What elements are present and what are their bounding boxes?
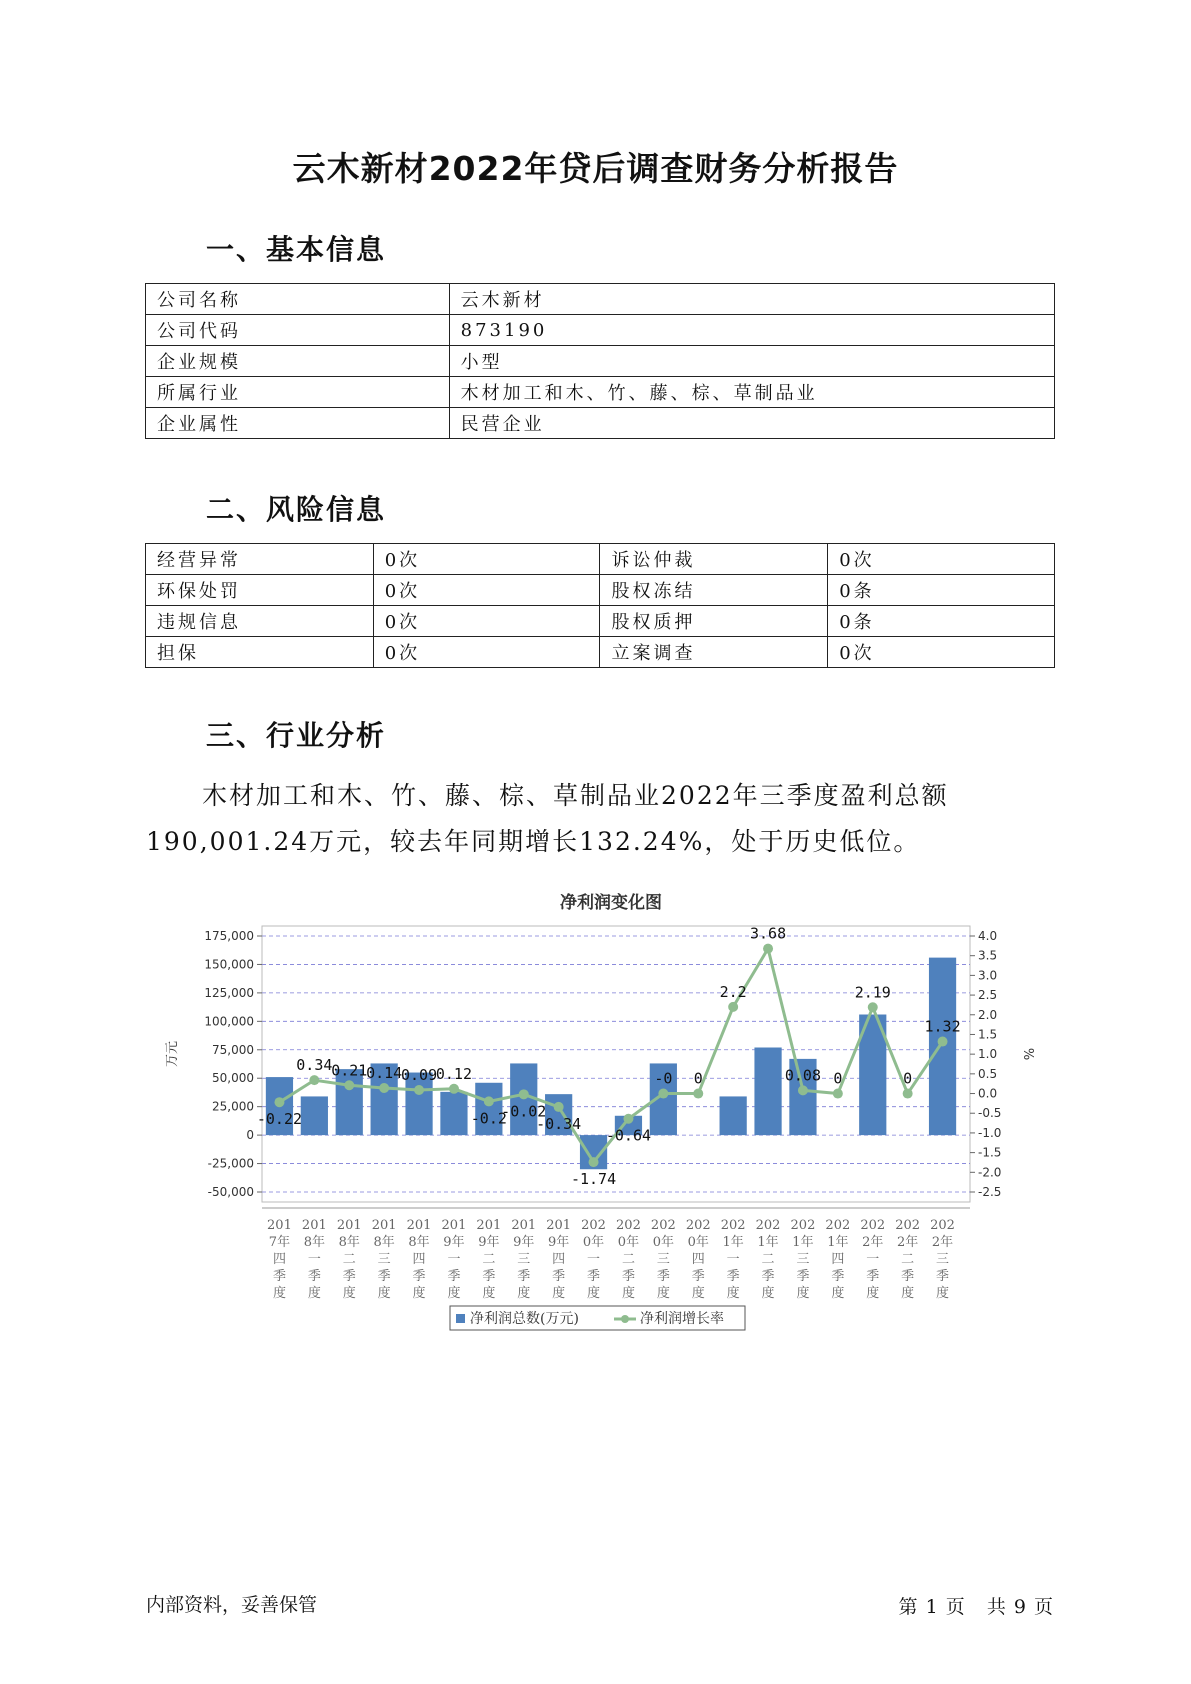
x-axis-tick-label: 202 <box>930 1218 955 1233</box>
x-axis-tick-label: 1年 <box>827 1235 849 1250</box>
left-axis-tick-label: 100,000 <box>204 1014 254 1029</box>
data-label: -0.2 <box>470 1109 507 1128</box>
x-axis-tick-label: 201 <box>336 1218 362 1233</box>
x-axis-tick-label: 度 <box>517 1286 531 1301</box>
basic-value: 云木新材 <box>449 284 1054 315</box>
basic-value: 木材加工和木、竹、藤、棕、草制品业 <box>449 377 1054 408</box>
data-label: 0.21 <box>331 1061 368 1080</box>
data-label: -0 <box>654 1069 673 1088</box>
x-axis-tick-label: 三 <box>796 1252 810 1267</box>
x-axis-tick-label: 四 <box>552 1252 566 1267</box>
x-axis-tick-label: 度 <box>726 1286 740 1301</box>
growth-rate-point <box>938 1037 948 1047</box>
x-axis-tick-label: 度 <box>831 1286 845 1301</box>
x-axis-tick-label: 9年 <box>513 1235 535 1250</box>
basic-value: 民营企业 <box>449 408 1054 439</box>
left-axis-tick-label: -25,000 <box>207 1156 254 1171</box>
left-axis-tick-label: 0 <box>246 1128 254 1143</box>
growth-rate-point <box>589 1157 599 1167</box>
x-axis-tick-label: 一 <box>866 1252 880 1267</box>
section-heading-industry: 三、行业分析 <box>206 719 387 752</box>
growth-rate-point <box>798 1085 808 1095</box>
right-axis-tick-label: -1.5 <box>978 1145 1002 1160</box>
x-axis-tick-label: 度 <box>796 1286 810 1301</box>
table-row <box>146 408 1055 439</box>
section-heading-risk: 二、风险信息 <box>206 493 387 526</box>
x-axis-tick-label: 202 <box>825 1218 851 1233</box>
basic-value: 小型 <box>449 346 1054 377</box>
table-row <box>146 575 1055 606</box>
left-axis-tick-label: 125,000 <box>204 985 254 1000</box>
x-axis-tick-label: 季 <box>831 1269 845 1284</box>
growth-rate-point <box>519 1089 529 1099</box>
x-axis-tick-label: 202 <box>895 1218 921 1233</box>
x-axis-tick-label: 8年 <box>408 1235 430 1250</box>
x-axis-tick-label: 度 <box>272 1286 286 1301</box>
data-label: 0.12 <box>435 1064 473 1083</box>
bar <box>440 1092 467 1135</box>
right-axis-tick-label: 3.0 <box>978 968 998 983</box>
data-label: 0.14 <box>366 1064 403 1083</box>
x-axis-tick-label: 季 <box>656 1269 670 1284</box>
x-axis-tick-label: 四 <box>691 1252 705 1267</box>
x-axis-tick-label: 1年 <box>757 1235 779 1250</box>
x-axis-tick-label: 三 <box>936 1252 950 1267</box>
risk-label: 股权冻结 <box>600 575 828 606</box>
x-axis-tick-label: 9年 <box>443 1235 465 1250</box>
x-axis-tick-label: 季 <box>936 1269 950 1284</box>
x-axis-tick-label: 201 <box>546 1218 572 1233</box>
x-axis-tick-label: 201 <box>406 1218 432 1233</box>
x-axis-tick-label: 季 <box>796 1269 810 1284</box>
data-label: 0 <box>833 1069 843 1088</box>
risk-label: 环保处罚 <box>146 575 374 606</box>
legend-swatch-bar <box>456 1314 465 1323</box>
basic-label: 公司代码 <box>146 315 450 346</box>
x-axis-tick-label: 202 <box>581 1218 606 1233</box>
right-axis-tick-label: 4.0 <box>978 929 998 943</box>
x-axis-tick-label: 季 <box>342 1269 356 1284</box>
x-axis-tick-label: 季 <box>307 1269 321 1284</box>
growth-rate-point <box>449 1084 459 1094</box>
x-axis-tick-label: 1年 <box>722 1235 744 1250</box>
data-label: 2.2 <box>719 982 747 1001</box>
right-axis-tick-label: 0.0 <box>978 1086 998 1101</box>
table-row <box>146 637 1055 668</box>
x-axis-tick-label: 202 <box>720 1218 746 1233</box>
x-axis-tick-label: 季 <box>587 1269 601 1284</box>
x-axis-tick-label: 二 <box>342 1252 356 1267</box>
bar <box>301 1096 328 1135</box>
risk-label: 担保 <box>146 637 374 668</box>
risk-label: 经营异常 <box>146 544 374 575</box>
x-axis-tick-label: 一 <box>447 1252 461 1267</box>
x-axis-tick-label: 度 <box>482 1286 496 1301</box>
x-axis-tick-label: 8年 <box>303 1235 325 1250</box>
x-axis-tick-label: 度 <box>307 1286 321 1301</box>
x-axis-tick-label: 2年 <box>862 1235 884 1250</box>
bar <box>754 1048 781 1136</box>
bar <box>720 1096 747 1135</box>
basic-label: 企业规模 <box>146 346 450 377</box>
table-row <box>146 346 1055 377</box>
x-axis-tick-label: 0年 <box>687 1235 709 1250</box>
x-axis-tick-label: 三 <box>517 1252 531 1267</box>
right-axis-tick-label: -0.5 <box>978 1106 1002 1121</box>
risk-value: 0次 <box>373 575 600 606</box>
growth-rate-point <box>484 1096 494 1106</box>
x-axis-tick-label: 四 <box>272 1252 286 1267</box>
growth-rate-point <box>658 1089 668 1099</box>
x-axis-tick-label: 季 <box>726 1269 740 1284</box>
table-row <box>146 284 1055 315</box>
x-axis-tick-label: 度 <box>342 1286 356 1301</box>
growth-rate-point <box>693 1089 703 1099</box>
footer-note: 内部资料，妥善保管 <box>146 1594 318 1616</box>
x-axis-tick-label: 季 <box>482 1269 496 1284</box>
chart-title: 净利润变化图 <box>560 893 662 913</box>
data-label: 0 <box>693 1069 703 1088</box>
right-axis-label: % <box>1020 1047 1035 1061</box>
x-axis-tick-label: 季 <box>412 1269 426 1284</box>
data-label: -0.64 <box>605 1126 652 1145</box>
x-axis-tick-label: 度 <box>447 1286 461 1301</box>
risk-value: 0次 <box>828 544 1055 575</box>
legend-swatch-point <box>621 1315 629 1323</box>
x-axis-tick-label: 季 <box>761 1269 775 1284</box>
x-axis-tick-label: 201 <box>267 1218 292 1233</box>
risk-value: 0条 <box>828 575 1055 606</box>
x-axis-tick-label: 度 <box>621 1286 635 1301</box>
x-axis-tick-label: 一 <box>726 1252 740 1267</box>
x-axis-tick-label: 度 <box>901 1286 915 1301</box>
risk-value: 0次 <box>828 637 1055 668</box>
x-axis-tick-label: 0年 <box>582 1235 605 1250</box>
x-axis-tick-label: 度 <box>412 1286 426 1301</box>
basic-value: 873190 <box>449 315 1054 346</box>
x-axis-tick-label: 9年 <box>548 1235 570 1250</box>
x-axis-tick-label: 202 <box>616 1218 641 1233</box>
chart-svg <box>160 886 1040 1346</box>
data-label: 0.08 <box>784 1066 822 1085</box>
right-axis-tick-label: -1.0 <box>978 1125 1002 1140</box>
x-axis-tick-label: 四 <box>412 1252 426 1267</box>
x-axis-tick-label: 度 <box>936 1286 950 1301</box>
growth-rate-point <box>344 1080 354 1090</box>
x-axis-tick-label: 季 <box>377 1269 391 1284</box>
paragraph-line: 木材加工和木、竹、藤、棕、草制品业2022年三季度盈利总额 <box>202 781 949 810</box>
x-axis-tick-label: 二 <box>901 1252 915 1267</box>
x-axis-tick-label: 度 <box>691 1286 705 1301</box>
data-label: 3.68 <box>749 924 787 943</box>
right-axis-tick-label: 3.5 <box>978 948 998 963</box>
x-axis-tick-label: 202 <box>650 1218 676 1233</box>
x-axis-tick-label: 201 <box>476 1218 502 1233</box>
growth-rate-point <box>833 1089 843 1099</box>
data-label: 0.34 <box>296 1056 333 1075</box>
x-axis-tick-label: 201 <box>301 1218 327 1233</box>
x-axis-tick-label: 季 <box>621 1269 635 1284</box>
right-axis-tick-label: 0.5 <box>978 1066 998 1081</box>
x-axis-tick-label: 二 <box>482 1252 496 1267</box>
net-profit-chart <box>160 886 1040 1346</box>
risk-info-table <box>145 543 1055 668</box>
x-axis-tick-label: 季 <box>272 1269 286 1284</box>
x-axis-tick-label: 度 <box>587 1286 601 1301</box>
data-label: -1.74 <box>570 1170 617 1189</box>
x-axis-tick-label: 202 <box>755 1218 781 1233</box>
risk-label: 立案调查 <box>600 637 828 668</box>
basic-label: 公司名称 <box>146 284 450 315</box>
document-title: 云木新材2022年贷后调查财务分析报告 <box>292 149 899 188</box>
risk-value: 0次 <box>373 544 600 575</box>
growth-rate-point <box>274 1097 284 1107</box>
right-axis-tick-label: 1.0 <box>978 1047 998 1062</box>
x-axis-tick-label: 四 <box>831 1252 845 1267</box>
table-row <box>146 315 1055 346</box>
risk-label: 股权质押 <box>600 606 828 637</box>
legend-label: 净利润总数(万元) <box>470 1311 579 1327</box>
page-number: 第 1 页 共 9 页 <box>898 1596 1054 1618</box>
x-axis-tick-label: 2年 <box>897 1235 919 1250</box>
x-axis-tick-label: 度 <box>761 1286 775 1301</box>
x-axis-tick-label: 202 <box>685 1218 711 1233</box>
right-axis-tick-label: 2.0 <box>978 1007 998 1022</box>
growth-rate-point <box>903 1089 913 1099</box>
x-axis-tick-label: 1年 <box>792 1235 814 1250</box>
x-axis-tick-label: 8年 <box>373 1235 395 1250</box>
risk-value: 0条 <box>828 606 1055 637</box>
growth-rate-point <box>309 1075 319 1085</box>
left-axis-label: 万元 <box>165 1040 180 1068</box>
left-axis-tick-label: 75,000 <box>212 1042 254 1057</box>
growth-rate-point <box>414 1085 424 1095</box>
basic-label: 所属行业 <box>146 377 450 408</box>
left-axis-tick-label: 175,000 <box>204 929 254 943</box>
data-label: -0.22 <box>256 1110 303 1129</box>
data-label: 0.09 <box>400 1065 438 1084</box>
x-axis-tick-label: 季 <box>552 1269 566 1284</box>
industry-paragraph <box>146 773 1046 865</box>
left-axis-tick-label: -50,000 <box>207 1185 254 1199</box>
basic-info-table <box>145 283 1055 439</box>
x-axis-tick-label: 季 <box>691 1269 705 1284</box>
x-axis-tick-label: 二 <box>761 1252 775 1267</box>
x-axis-tick-label: 季 <box>866 1269 880 1284</box>
table-row <box>146 606 1055 637</box>
x-axis-tick-label: 一 <box>587 1252 601 1267</box>
x-axis-tick-label: 季 <box>517 1269 531 1284</box>
x-axis-tick-label: 202 <box>790 1218 816 1233</box>
x-axis-tick-label: 度 <box>866 1286 880 1301</box>
data-label: 0 <box>903 1069 913 1088</box>
right-axis-tick-label: 2.5 <box>978 988 998 1003</box>
x-axis-tick-label: 二 <box>621 1252 635 1267</box>
growth-rate-point <box>379 1083 389 1093</box>
legend-label: 净利润增长率 <box>640 1311 724 1327</box>
x-axis-tick-label: 度 <box>377 1286 391 1301</box>
paragraph-line: 190,001.24万元，较去年同期增长132.24%，处于历史低位。 <box>146 827 921 856</box>
x-axis-tick-label: 0年 <box>652 1235 674 1250</box>
growth-rate-point <box>728 1002 738 1012</box>
data-label: 2.19 <box>854 983 891 1002</box>
left-axis-tick-label: 25,000 <box>212 1099 254 1114</box>
x-axis-tick-label: 2年 <box>931 1235 954 1250</box>
x-axis-tick-label: 一 <box>307 1252 321 1267</box>
right-axis-tick-label: -2.5 <box>978 1185 1002 1199</box>
x-axis-tick-label: 度 <box>656 1286 670 1301</box>
right-axis-tick-label: -2.0 <box>978 1165 1002 1180</box>
table-row <box>146 544 1055 575</box>
left-axis-tick-label: 150,000 <box>204 957 254 972</box>
x-axis-tick-label: 度 <box>552 1286 566 1301</box>
data-label: -0.02 <box>501 1102 547 1121</box>
x-axis-tick-label: 三 <box>656 1252 670 1267</box>
x-axis-tick-label: 0年 <box>617 1235 640 1250</box>
section-heading-basic: 一、基本信息 <box>206 233 387 266</box>
growth-rate-point <box>623 1114 633 1124</box>
growth-rate-point <box>763 944 773 954</box>
x-axis-tick-label: 8年 <box>338 1235 360 1250</box>
growth-rate-point <box>554 1102 564 1112</box>
x-axis-tick-label: 7年 <box>268 1235 291 1250</box>
basic-label: 企业属性 <box>146 408 450 439</box>
x-axis-tick-label: 202 <box>860 1218 886 1233</box>
x-axis-tick-label: 9年 <box>478 1235 500 1250</box>
x-axis-tick-label: 三 <box>377 1252 391 1267</box>
left-axis-tick-label: 50,000 <box>212 1071 254 1086</box>
risk-value: 0次 <box>373 606 600 637</box>
right-axis-tick-label: 1.5 <box>978 1027 998 1042</box>
x-axis-tick-label: 201 <box>511 1218 537 1233</box>
risk-label: 诉讼仲裁 <box>600 544 828 575</box>
data-label: -0.34 <box>536 1114 582 1133</box>
growth-rate-point <box>868 1002 878 1012</box>
x-axis-tick-label: 201 <box>441 1218 467 1233</box>
table-row <box>146 377 1055 408</box>
risk-label: 违规信息 <box>146 606 374 637</box>
x-axis-tick-label: 季 <box>901 1269 915 1284</box>
x-axis-tick-label: 季 <box>447 1269 461 1284</box>
x-axis-tick-label: 201 <box>371 1218 397 1233</box>
risk-value: 0次 <box>373 637 600 668</box>
data-label: 1.32 <box>924 1017 961 1036</box>
